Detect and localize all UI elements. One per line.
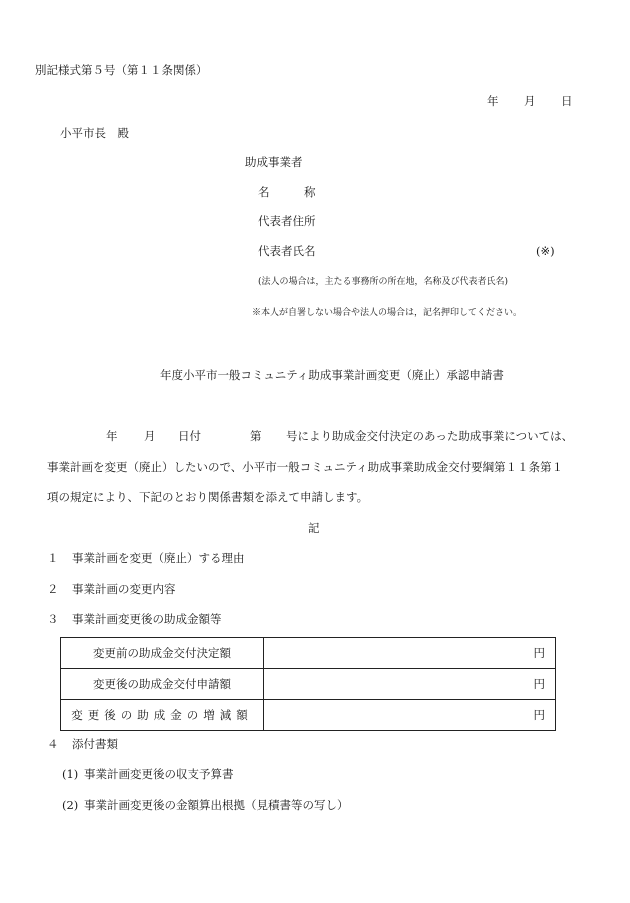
item-3-text: 事業計画変更後の助成金額等 xyxy=(72,612,222,626)
table-row xyxy=(61,700,556,731)
document-title: 年度小平市一般コミュニティ助成事業計画変更（廃止）承認申請書 xyxy=(160,368,504,382)
body-month: 月 xyxy=(144,429,156,443)
amount-label-after: 変更後の助成金交付申請額 xyxy=(61,669,264,700)
body-number-prefix: 第 xyxy=(250,429,262,443)
addressee: 小平市長 殿 xyxy=(60,126,129,140)
table-row xyxy=(61,638,556,669)
amount-value-before[interactable]: 円 xyxy=(264,638,556,669)
item-1-number: １ xyxy=(47,551,59,565)
attachments-number: ４ xyxy=(47,737,59,751)
table-row xyxy=(61,669,556,700)
body-date-suffix: 日付 xyxy=(178,429,201,443)
seal-note: ※本人が自署しない場合や法人の場合は，記名押印してください。 xyxy=(252,308,523,318)
attachment-2-number: (2) xyxy=(62,798,79,812)
date-day-label: 日 xyxy=(561,94,573,108)
body-year: 年 xyxy=(106,429,118,443)
representative-name-label: 代表者氏名 xyxy=(258,244,316,258)
body-line1-rest: 号により助成金交付決定のあった助成事業については、 xyxy=(286,429,574,443)
body-line2: 事業計画を変更（廃止）したいので、小平市一般コミュニティ助成事業助成金交付要綱第１１条第１ xyxy=(47,460,564,474)
amount-label-before: 変更前の助成金交付決定額 xyxy=(61,638,264,669)
body-line3: 項の規定により、下記のとおり関係書類を添えて申請します。 xyxy=(47,490,369,504)
name-label: 名 称 xyxy=(258,185,316,199)
amount-value-change[interactable]: 円 xyxy=(264,700,556,731)
attachment-2-text: 事業計画変更後の金額算出根拠（見積書等の写し） xyxy=(84,798,349,812)
ki-heading: 記 xyxy=(308,521,320,535)
attachment-1-number: (1) xyxy=(62,767,79,781)
seal-mark: (※) xyxy=(536,244,555,258)
date-month-label: 月 xyxy=(524,94,536,108)
form-reference: 別記様式第５号（第１１条関係） xyxy=(35,63,208,77)
attachments-heading: 添付書類 xyxy=(72,737,118,751)
attachment-1-text: 事業計画変更後の収支予算書 xyxy=(84,767,234,781)
amount-label-change: 変更後の助成金の増減額 xyxy=(61,700,264,731)
corporation-note: (法人の場合は，主たる事務所の所在地，名称及び代表者氏名) xyxy=(258,277,509,287)
date-year-label: 年 xyxy=(487,94,499,108)
address-label: 代表者住所 xyxy=(258,214,316,228)
applicant-heading: 助成事業者 xyxy=(245,155,303,169)
amount-value-after[interactable]: 円 xyxy=(264,669,556,700)
amount-table xyxy=(60,637,556,731)
item-1-text: 事業計画を変更（廃止）する理由 xyxy=(72,551,245,565)
item-2-number: ２ xyxy=(47,582,59,596)
item-2-text: 事業計画の変更内容 xyxy=(72,582,176,596)
item-3-number: ３ xyxy=(47,612,59,626)
